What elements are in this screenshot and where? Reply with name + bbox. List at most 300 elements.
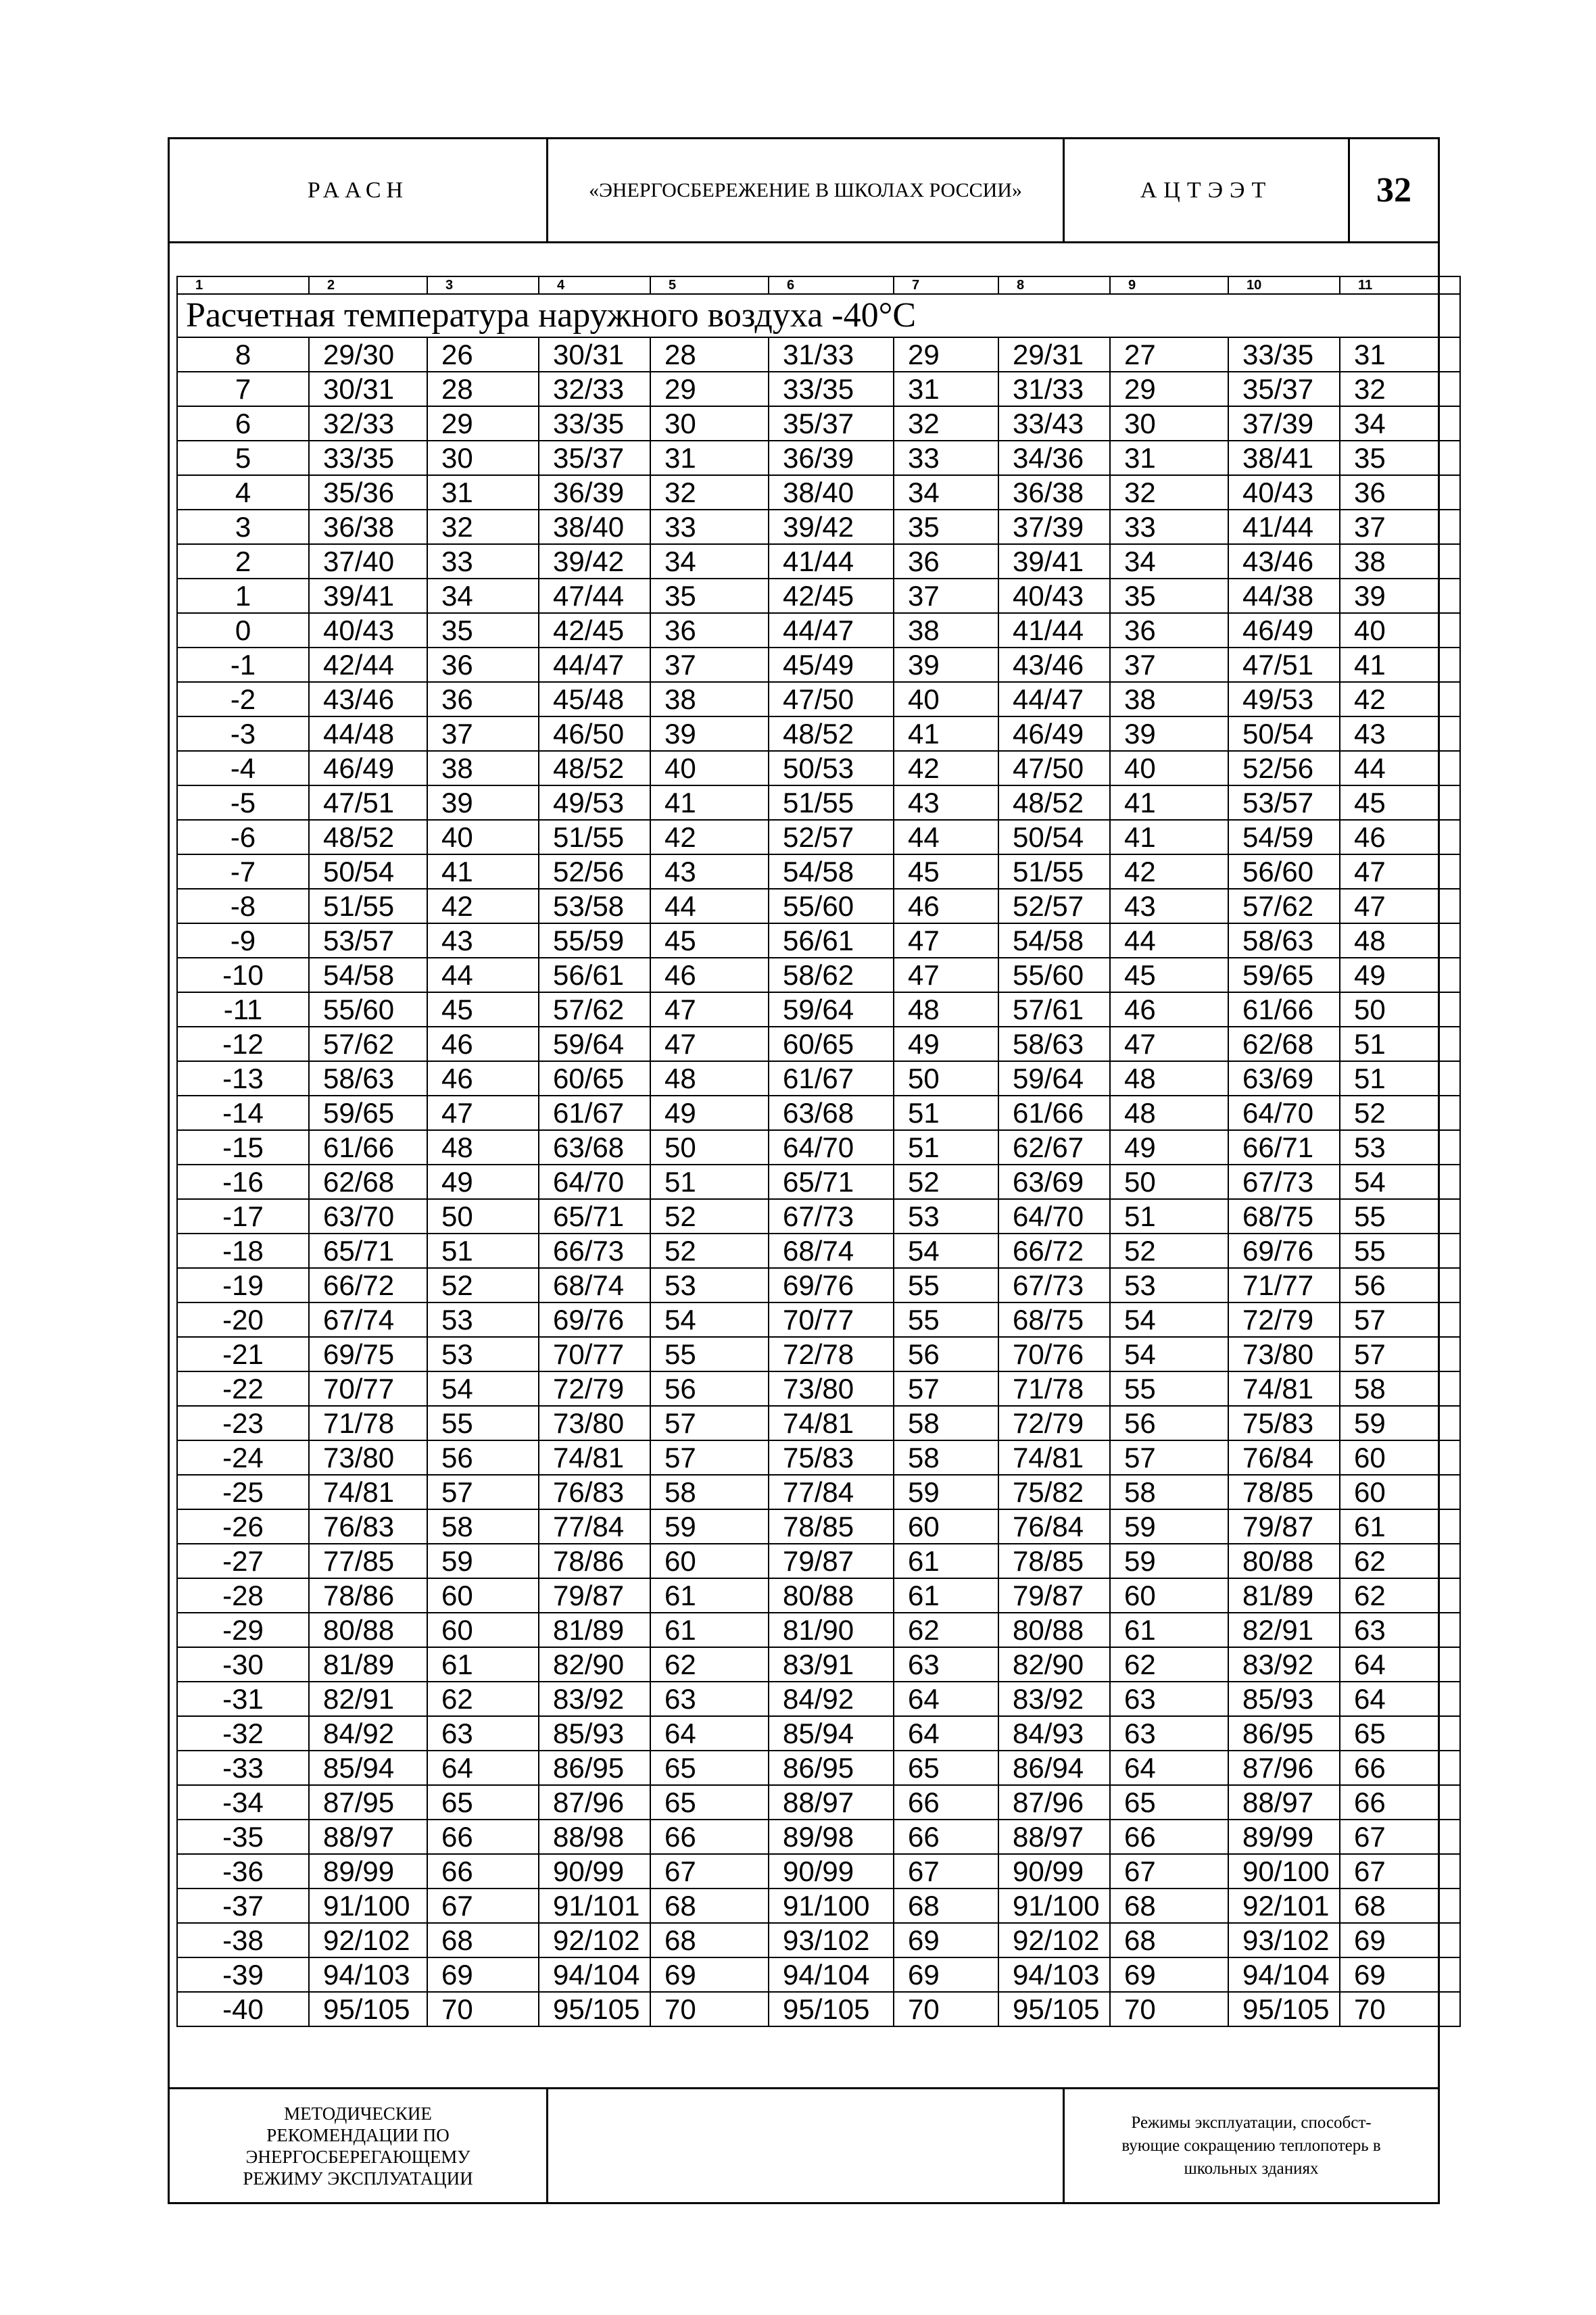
- table-cell: 43: [650, 854, 769, 889]
- table-cell: 85/94: [309, 1751, 427, 1785]
- column-number: 6: [769, 276, 894, 294]
- table-cell: 73/80: [309, 1440, 427, 1475]
- table-cell: 87/96: [998, 1785, 1110, 1820]
- table-cell: 60: [650, 1544, 769, 1578]
- row-label-cell: -35: [177, 1820, 309, 1854]
- table-cell: 74/81: [309, 1475, 427, 1509]
- table-cell: 91/100: [998, 1888, 1110, 1923]
- table-cell: 76/83: [539, 1475, 650, 1509]
- table-cell: 52: [650, 1199, 769, 1234]
- table-cell: 33: [1110, 510, 1228, 544]
- table-cell: 51/55: [309, 889, 427, 923]
- table-cell: 78/85: [1228, 1475, 1340, 1509]
- table-cell: 59/64: [998, 1061, 1110, 1096]
- table-cell: 44/47: [998, 682, 1110, 716]
- row-label-cell: -2: [177, 682, 309, 716]
- table-cell: 62: [427, 1682, 539, 1716]
- table-cell: 36: [650, 613, 769, 648]
- table-row: [177, 1820, 1460, 1854]
- table-cell: 52: [650, 1234, 769, 1268]
- table-cell: 51: [427, 1234, 539, 1268]
- table-cell: 50: [650, 1130, 769, 1165]
- table-row: [177, 1509, 1460, 1544]
- table-row: [177, 1337, 1460, 1371]
- table-cell: 59: [1110, 1509, 1228, 1544]
- table-cell: 64: [1340, 1647, 1460, 1682]
- table-cell: 67/73: [998, 1268, 1110, 1302]
- table-cell: 82/90: [998, 1647, 1110, 1682]
- table-row: [177, 1957, 1460, 1992]
- table-cell: 61: [1340, 1509, 1460, 1544]
- table-cell: 26: [427, 337, 539, 372]
- table-cell: 52/57: [998, 889, 1110, 923]
- table-cell: 44/47: [539, 648, 650, 682]
- row-label-cell: -7: [177, 854, 309, 889]
- table-row: [177, 1647, 1460, 1682]
- table-cell: 53: [894, 1199, 998, 1234]
- table-cell: 55: [1340, 1234, 1460, 1268]
- table-row: [177, 1199, 1460, 1234]
- table-cell: 49: [1340, 958, 1460, 992]
- table-cell: 81/90: [769, 1613, 894, 1647]
- table-cell: 39: [1340, 579, 1460, 613]
- table-cell: 48/52: [769, 716, 894, 751]
- table-cell: 80/88: [998, 1613, 1110, 1647]
- table-cell: 47/51: [309, 785, 427, 820]
- table-cell: 33/43: [998, 406, 1110, 441]
- table-cell: 36: [1340, 475, 1460, 510]
- table-cell: 64: [894, 1682, 998, 1716]
- table-cell: 41: [894, 716, 998, 751]
- page-footer: [170, 2087, 1438, 2202]
- table-cell: 88/97: [998, 1820, 1110, 1854]
- table-row: [177, 613, 1460, 648]
- table-row: [177, 510, 1460, 544]
- table-cell: 47: [1340, 854, 1460, 889]
- table-cell: 52: [1340, 1096, 1460, 1130]
- table-row: [177, 1751, 1460, 1785]
- table-cell: 36: [427, 682, 539, 716]
- table-cell: 90/99: [539, 1854, 650, 1888]
- table-cell: 94/104: [769, 1957, 894, 1992]
- table-cell: 35: [650, 579, 769, 613]
- table-cell: 57/62: [539, 992, 650, 1027]
- table-cell: 53: [427, 1302, 539, 1337]
- table-row: [177, 854, 1460, 889]
- table-cell: 70: [1340, 1992, 1460, 2026]
- table-cell: 89/99: [309, 1854, 427, 1888]
- table-cell: 57/62: [1228, 889, 1340, 923]
- table-cell: 46/49: [1228, 613, 1340, 648]
- table-cell: 42/44: [309, 648, 427, 682]
- table-cell: 61: [894, 1544, 998, 1578]
- table-cell: 67/73: [769, 1199, 894, 1234]
- row-label-cell: -13: [177, 1061, 309, 1096]
- table-cell: 80/88: [1228, 1544, 1340, 1578]
- table-cell: 56: [427, 1440, 539, 1475]
- table-cell: 55: [894, 1302, 998, 1337]
- table-cell: 46: [894, 889, 998, 923]
- table-cell: 80/88: [769, 1578, 894, 1613]
- table-cell: 65: [1110, 1785, 1228, 1820]
- table-cell: 65/71: [539, 1199, 650, 1234]
- table-cell: 67: [1340, 1854, 1460, 1888]
- table-cell: 33/35: [309, 441, 427, 475]
- table-cell: 51: [650, 1165, 769, 1199]
- table-row: [177, 682, 1460, 716]
- table-row: [177, 1475, 1460, 1509]
- table-cell: 66/72: [998, 1234, 1110, 1268]
- table-cell: 50: [894, 1061, 998, 1096]
- table-cell: 34/36: [998, 441, 1110, 475]
- table-cell: 95/105: [539, 1992, 650, 2026]
- table-cell: 63: [1110, 1716, 1228, 1751]
- table-cell: 45: [427, 992, 539, 1027]
- table-cell: 69: [1110, 1957, 1228, 1992]
- row-label-cell: 7: [177, 372, 309, 406]
- table-cell: 31/33: [769, 337, 894, 372]
- table-cell: 34: [1110, 544, 1228, 579]
- row-label-cell: -8: [177, 889, 309, 923]
- table-cell: 44/38: [1228, 579, 1340, 613]
- table-cell: 33: [427, 544, 539, 579]
- table-row: [177, 1854, 1460, 1888]
- table-cell: 94/103: [309, 1957, 427, 1992]
- row-label-cell: -36: [177, 1854, 309, 1888]
- table-cell: 70/76: [998, 1337, 1110, 1371]
- column-number: 8: [998, 276, 1110, 294]
- table-cell: 47: [894, 923, 998, 958]
- table-cell: 59: [650, 1509, 769, 1544]
- table-cell: 47: [650, 1027, 769, 1061]
- table-cell: 36/38: [998, 475, 1110, 510]
- table-cell: 77/85: [309, 1544, 427, 1578]
- table-cell: 79/87: [998, 1578, 1110, 1613]
- table-cell: 51: [894, 1130, 998, 1165]
- table-cell: 73/80: [539, 1406, 650, 1440]
- table-cell: 38/41: [1228, 441, 1340, 475]
- table-cell: 95/105: [998, 1992, 1110, 2026]
- table-cell: 36: [427, 648, 539, 682]
- table-cell: 51/55: [998, 854, 1110, 889]
- table-cell: 58/63: [309, 1061, 427, 1096]
- table-cell: 46: [1110, 992, 1228, 1027]
- table-cell: 95/105: [769, 1992, 894, 2026]
- table-cell: 41: [1340, 648, 1460, 682]
- table-cell: 84/92: [769, 1682, 894, 1716]
- table-cell: 88/97: [309, 1820, 427, 1854]
- row-label-cell: -21: [177, 1337, 309, 1371]
- table-cell: 47/51: [1228, 648, 1340, 682]
- table-cell: 45/48: [539, 682, 650, 716]
- table-cell: 37/39: [998, 510, 1110, 544]
- table-cell: 83/92: [539, 1682, 650, 1716]
- table-row: [177, 544, 1460, 579]
- table-cell: 36: [894, 544, 998, 579]
- table-cell: 35/36: [309, 475, 427, 510]
- table-cell: 86/95: [769, 1751, 894, 1785]
- table-cell: 35: [1110, 579, 1228, 613]
- table-cell: 82/91: [1228, 1613, 1340, 1647]
- table-cell: 54: [427, 1371, 539, 1406]
- table-cell: 73/80: [769, 1371, 894, 1406]
- table-cell: 69: [427, 1957, 539, 1992]
- table-cell: 66: [1340, 1751, 1460, 1785]
- table-cell: 89/98: [769, 1820, 894, 1854]
- table-cell: 52: [1110, 1234, 1228, 1268]
- table-cell: 38/40: [539, 510, 650, 544]
- table-cell: 41: [1110, 785, 1228, 820]
- table-cell: 41/44: [998, 613, 1110, 648]
- table-row: [177, 475, 1460, 510]
- table-cell: 55/59: [539, 923, 650, 958]
- table-cell: 68/74: [539, 1268, 650, 1302]
- table-row: [177, 1234, 1460, 1268]
- table-cell: 63/68: [769, 1096, 894, 1130]
- table-cell: 34: [650, 544, 769, 579]
- table-cell: 54/58: [769, 854, 894, 889]
- table-row: [177, 923, 1460, 958]
- column-number-row: [177, 276, 1460, 294]
- table-cell: 62: [894, 1613, 998, 1647]
- table-row: [177, 1130, 1460, 1165]
- table-cell: 27: [1110, 337, 1228, 372]
- table-cell: 64: [894, 1716, 998, 1751]
- table-cell: 29/30: [309, 337, 427, 372]
- table-cell: 50/53: [769, 751, 894, 785]
- table-cell: 45: [894, 854, 998, 889]
- table-cell: 63/69: [1228, 1061, 1340, 1096]
- table-cell: 76/84: [998, 1509, 1110, 1544]
- row-label-cell: -25: [177, 1475, 309, 1509]
- table-cell: 73/80: [1228, 1337, 1340, 1371]
- row-label-cell: -23: [177, 1406, 309, 1440]
- row-label-cell: -19: [177, 1268, 309, 1302]
- table-cell: 51: [1110, 1199, 1228, 1234]
- column-number: 3: [427, 276, 539, 294]
- table-cell: 87/96: [539, 1785, 650, 1820]
- table-cell: 57: [650, 1440, 769, 1475]
- table-cell: 48/52: [539, 751, 650, 785]
- table-cell: 58/62: [769, 958, 894, 992]
- table-cell: 88/97: [769, 1785, 894, 1820]
- table-row: [177, 406, 1460, 441]
- table-cell: 43: [1110, 889, 1228, 923]
- table-cell: 56: [1340, 1268, 1460, 1302]
- table-cell: 92/102: [309, 1923, 427, 1957]
- table-cell: 70: [650, 1992, 769, 2026]
- table-cell: 59/65: [309, 1096, 427, 1130]
- row-label-cell: -26: [177, 1509, 309, 1544]
- table-cell: 74/81: [998, 1440, 1110, 1475]
- table-row: [177, 579, 1460, 613]
- row-label-cell: -9: [177, 923, 309, 958]
- row-label-cell: -30: [177, 1647, 309, 1682]
- table-cell: 31/33: [998, 372, 1110, 406]
- table-cell: 45: [1340, 785, 1460, 820]
- table-row: [177, 1578, 1460, 1613]
- table-cell: 63: [1340, 1613, 1460, 1647]
- table-cell: 58: [894, 1440, 998, 1475]
- table-cell: 50: [1110, 1165, 1228, 1199]
- table-cell: 47/44: [539, 579, 650, 613]
- table-cell: 30: [427, 441, 539, 475]
- table-cell: 53: [427, 1337, 539, 1371]
- table-cell: 45/49: [769, 648, 894, 682]
- table-cell: 35/37: [1228, 372, 1340, 406]
- header-org-left: РААСН: [170, 139, 548, 241]
- table-cell: 89/99: [1228, 1820, 1340, 1854]
- table-cell: 66: [1340, 1785, 1460, 1820]
- table-cell: 32: [894, 406, 998, 441]
- table-cell: 36/39: [769, 441, 894, 475]
- table-cell: 44: [427, 958, 539, 992]
- table-cell: 92/101: [1228, 1888, 1340, 1923]
- table-cell: 57: [1340, 1337, 1460, 1371]
- table-cell: 65/71: [769, 1165, 894, 1199]
- table-row: [177, 992, 1460, 1027]
- table-cell: 54: [1110, 1302, 1228, 1337]
- table-cell: 46/50: [539, 716, 650, 751]
- table-cell: 82/91: [309, 1682, 427, 1716]
- table-row: [177, 1440, 1460, 1475]
- table-row: [177, 820, 1460, 854]
- table-cell: 62: [1340, 1544, 1460, 1578]
- table-cell: 33: [894, 441, 998, 475]
- table-cell: 55: [650, 1337, 769, 1371]
- row-label-cell: 2: [177, 544, 309, 579]
- row-label-cell: 5: [177, 441, 309, 475]
- table-cell: 85/94: [769, 1716, 894, 1751]
- table-cell: 44: [894, 820, 998, 854]
- table-cell: 69: [1340, 1923, 1460, 1957]
- table-cell: 42/45: [539, 613, 650, 648]
- table-cell: 68: [427, 1923, 539, 1957]
- table-cell: 42: [650, 820, 769, 854]
- table-cell: 38: [427, 751, 539, 785]
- table-cell: 56: [650, 1371, 769, 1406]
- table-cell: 56/60: [1228, 854, 1340, 889]
- table-cell: 46: [650, 958, 769, 992]
- table-cell: 51: [1340, 1061, 1460, 1096]
- table-cell: 77/84: [769, 1475, 894, 1509]
- table-cell: 74/81: [769, 1406, 894, 1440]
- table-cell: 44: [650, 889, 769, 923]
- table-cell: 32/33: [539, 372, 650, 406]
- table-cell: 53: [1110, 1268, 1228, 1302]
- table-cell: 38: [1340, 544, 1460, 579]
- footer-middle: [548, 2089, 1065, 2202]
- table-cell: 32: [1110, 475, 1228, 510]
- table-cell: 43/46: [309, 682, 427, 716]
- table-cell: 58: [1110, 1475, 1228, 1509]
- table-cell: 75/82: [998, 1475, 1110, 1509]
- table-row: [177, 1302, 1460, 1337]
- table-cell: 39: [427, 785, 539, 820]
- table-cell: 32: [650, 475, 769, 510]
- table-cell: 65: [650, 1785, 769, 1820]
- table-cell: 32/33: [309, 406, 427, 441]
- row-label-cell: -15: [177, 1130, 309, 1165]
- row-label-cell: -24: [177, 1440, 309, 1475]
- table-cell: 38/40: [769, 475, 894, 510]
- table-cell: 75/83: [769, 1440, 894, 1475]
- table-cell: 46: [427, 1061, 539, 1096]
- table-cell: 51/55: [769, 785, 894, 820]
- table-cell: 36: [1110, 613, 1228, 648]
- table-cell: 51: [894, 1096, 998, 1130]
- row-label-cell: -37: [177, 1888, 309, 1923]
- table-cell: 74/81: [539, 1440, 650, 1475]
- table-cell: 42: [1110, 854, 1228, 889]
- table-cell: 54/58: [998, 923, 1110, 958]
- table-cell: 62: [650, 1647, 769, 1682]
- table-cell: 92/102: [539, 1923, 650, 1957]
- table-cell: 42: [427, 889, 539, 923]
- table-row: [177, 1096, 1460, 1130]
- table-cell: 62/68: [309, 1165, 427, 1199]
- table-cell: 60/65: [769, 1027, 894, 1061]
- row-label-cell: -6: [177, 820, 309, 854]
- table-cell: 54/58: [309, 958, 427, 992]
- table-cell: 49: [894, 1027, 998, 1061]
- table-cell: 46/49: [998, 716, 1110, 751]
- table-cell: 52/57: [769, 820, 894, 854]
- table-cell: 48/52: [309, 820, 427, 854]
- table-row: [177, 1923, 1460, 1957]
- table-cell: 32: [427, 510, 539, 544]
- table-cell: 91/101: [539, 1888, 650, 1923]
- table-cell: 60: [1340, 1440, 1460, 1475]
- table-cell: 86/94: [998, 1751, 1110, 1785]
- table-cell: 33: [650, 510, 769, 544]
- table-cell: 90/99: [998, 1854, 1110, 1888]
- table-cell: 60: [1110, 1578, 1228, 1613]
- row-label-cell: -11: [177, 992, 309, 1027]
- table-cell: 69/76: [769, 1268, 894, 1302]
- table-cell: 71/78: [998, 1371, 1110, 1406]
- table-cell: 32: [1340, 372, 1460, 406]
- table-cell: 40/43: [1228, 475, 1340, 510]
- table-cell: 72/79: [998, 1406, 1110, 1440]
- table-cell: 47: [1340, 889, 1460, 923]
- table-cell: 45: [650, 923, 769, 958]
- row-label-cell: 3: [177, 510, 309, 544]
- table-cell: 61/66: [309, 1130, 427, 1165]
- section-title: Расчетная температура наружного воздуха -40°С: [177, 294, 1460, 337]
- table-row: [177, 1268, 1460, 1302]
- table-cell: 49: [1110, 1130, 1228, 1165]
- table-cell: 61: [650, 1578, 769, 1613]
- table-cell: 59: [1110, 1544, 1228, 1578]
- table-cell: 40/43: [309, 613, 427, 648]
- table-cell: 61: [650, 1613, 769, 1647]
- table-cell: 58/63: [1228, 923, 1340, 958]
- table-cell: 55/60: [769, 889, 894, 923]
- table-cell: 93/102: [1228, 1923, 1340, 1957]
- table-cell: 43: [1340, 716, 1460, 751]
- column-number: 9: [1110, 276, 1228, 294]
- page-header: [170, 139, 1438, 243]
- table-cell: 76/84: [1228, 1440, 1340, 1475]
- table-cell: 83/91: [769, 1647, 894, 1682]
- table-cell: 48: [894, 992, 998, 1027]
- table-cell: 75/83: [1228, 1406, 1340, 1440]
- table-cell: 29: [427, 406, 539, 441]
- table-cell: 41/44: [769, 544, 894, 579]
- table-cell: 29/31: [998, 337, 1110, 372]
- row-label-cell: 8: [177, 337, 309, 372]
